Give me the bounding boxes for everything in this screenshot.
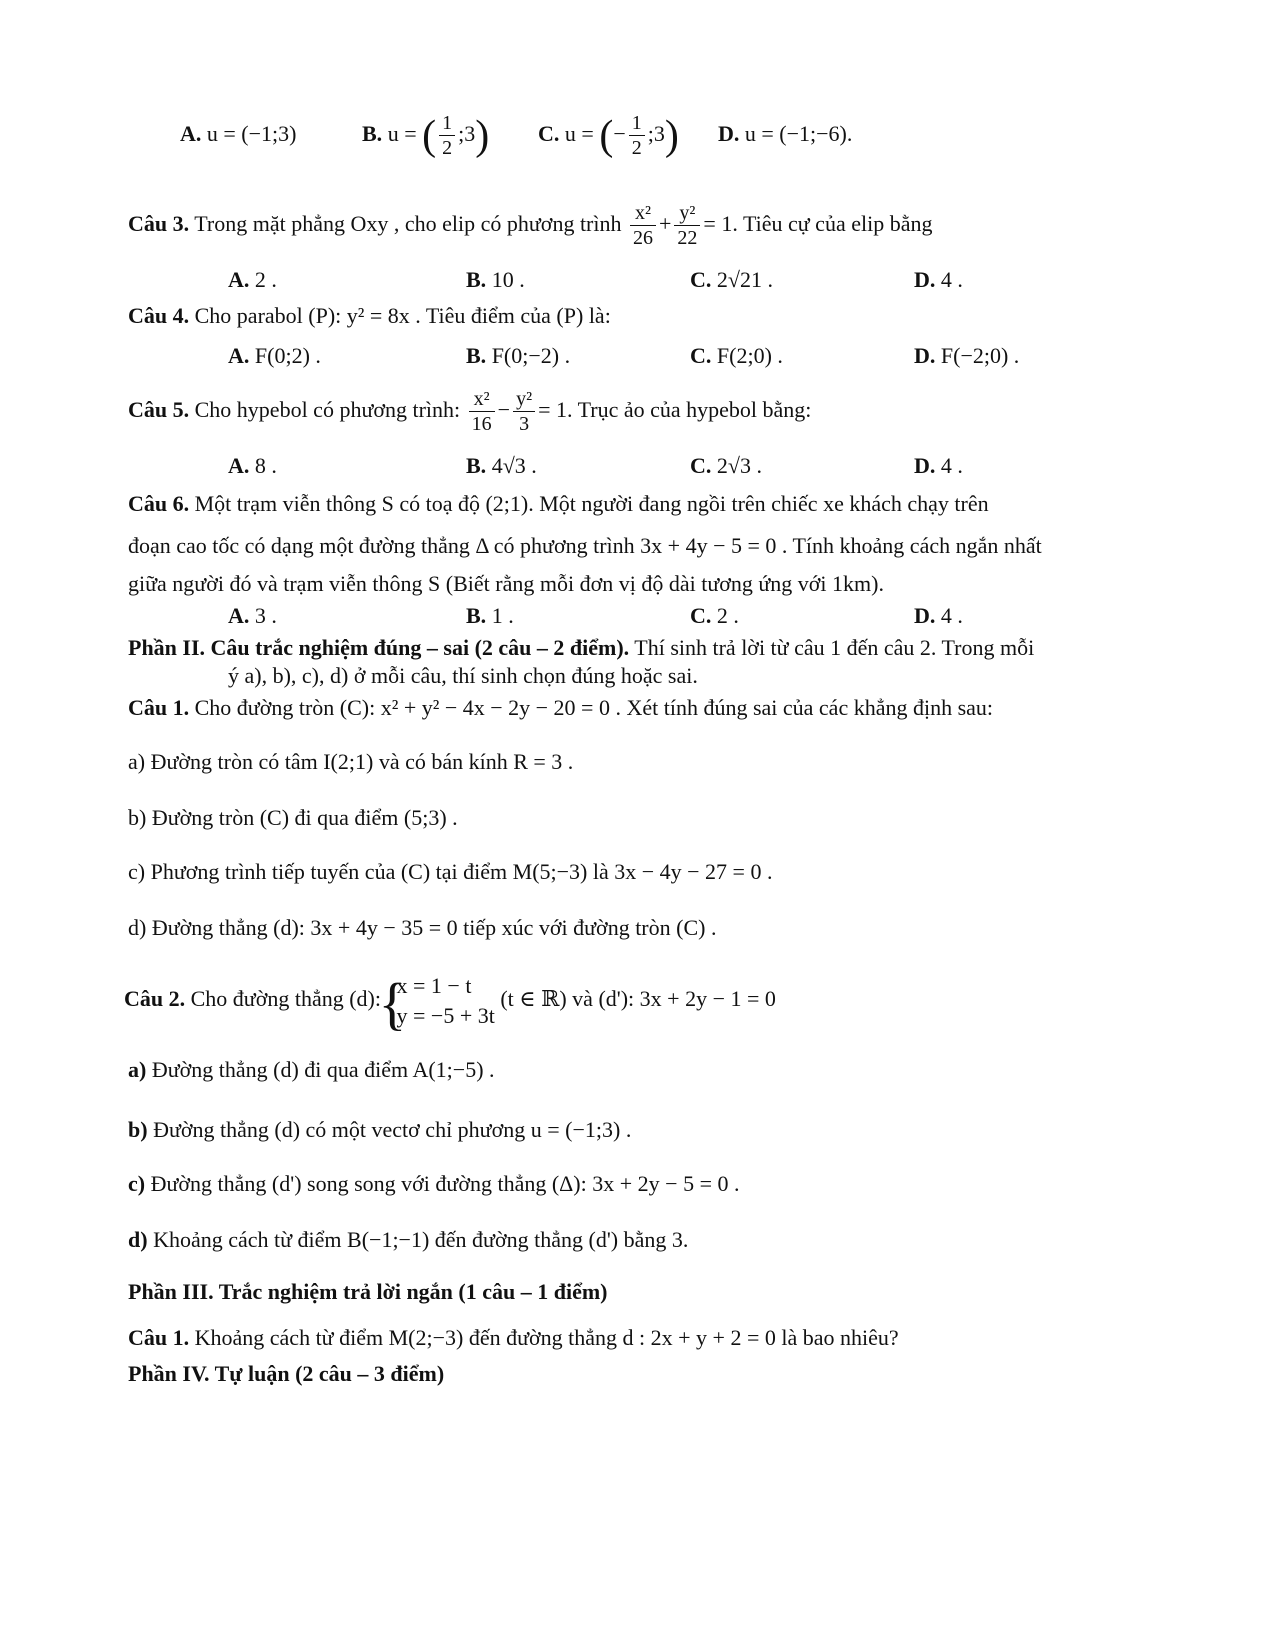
q6-line-3 — [128, 570, 884, 598]
part4-heading — [128, 1360, 444, 1388]
section-heading: Phần II. Câu trắc nghiệm đúng – sai (2 câu – 2 điểm). — [128, 635, 630, 660]
question-text-post: (t ∈ ℝ) và (d'): 3x + 2y − 1 = 0 — [500, 986, 776, 1011]
q6-line-2 — [128, 532, 1042, 560]
question-text: đoạn cao tốc có dạng một đường thẳng Δ có phương trình 3x + 4y − 5 = 0 . Tính khoảng cách ngắn nhất — [128, 533, 1042, 558]
question-label: Câu 1. — [128, 695, 190, 720]
question-label: Câu 6. — [128, 491, 190, 516]
q3-option-b: B. 10 . — [466, 267, 525, 292]
q5-option-d: D. 4 . — [914, 453, 963, 478]
q3-option-c: C. 2√21 . — [690, 267, 773, 292]
fraction: $\frac{\text{x²}}{16}$ — [469, 389, 495, 434]
section-heading: Phần IV. Tự luận (2 câu – 3 điểm) — [128, 1361, 445, 1386]
part3-heading — [128, 1278, 608, 1306]
q4-option-a: A. F(0;2) . — [228, 343, 321, 368]
question-label: Câu 4. — [128, 303, 190, 328]
question-text-post: . Trục ảo của hypebol bằng: — [567, 397, 812, 422]
plus-sign: + — [659, 211, 672, 236]
fraction: $\frac{1}{2}$ — [439, 113, 455, 158]
fraction: $\frac{\text{y²}}{3}$ — [513, 389, 535, 434]
q6-option-d: D. 4 . — [914, 603, 963, 628]
question-label: Câu 1. — [128, 1325, 190, 1350]
equals: = 1 — [703, 211, 733, 236]
part2-q1-statement-a: a) Đường tròn có tâm I(2;1) và có bán kính R = 3 . — [128, 749, 574, 774]
part2-heading — [128, 634, 1034, 662]
paren-left: ( — [422, 112, 437, 159]
question-text: Cho đường tròn (C): x² + y² − 4x − 2y − 20 = 0 . Xét tính đúng sai của các khẳng định sau: — [194, 695, 994, 720]
question-label: Câu 3. — [128, 211, 190, 236]
q5-option-c: C. 2√3 . — [690, 453, 762, 478]
q4-option-c: C. F(2;0) . — [690, 343, 783, 368]
part3-q1-question — [128, 1324, 899, 1352]
q2-option-a — [180, 120, 296, 148]
minus-sign: − — [497, 397, 511, 422]
q3-option-a: A. 2 . — [228, 267, 277, 292]
option-label: C. — [538, 121, 560, 146]
question-text: Khoảng cách từ điểm M(2;−3) đến đường thẳng d : 2x + y + 2 = 0 là bao nhiêu? — [194, 1325, 899, 1350]
part2-q2-statement-a: a) Đường thẳng (d) đi qua điểm A(1;−5) . — [128, 1057, 495, 1082]
fraction: $\frac{\text{x²}}{26}$ — [630, 203, 656, 248]
option-label: D. — [718, 121, 740, 146]
q6-option-a: A. 3 . — [228, 603, 277, 628]
q6-option-c: C. 2 . — [690, 603, 739, 628]
part2-instructions-line-2 — [228, 662, 698, 690]
paren-right: ) — [475, 112, 490, 159]
fraction: $\frac{1}{2}$ — [629, 113, 645, 158]
paren-right: ) — [664, 112, 679, 159]
q6-option-b: B. 1 . — [466, 603, 514, 628]
q4-option-d: D. F(−2;0) . — [914, 343, 1020, 368]
option-label: A. — [180, 121, 202, 146]
option-text-post: ;3 — [458, 121, 476, 146]
q6-line-1 — [128, 490, 989, 518]
equals: = 1 — [538, 397, 568, 422]
question-text: Cho parabol (P): y² = 8x . Tiêu điểm của (P) là: — [194, 303, 611, 328]
question-text: Trong mặt phẳng Oxy , cho elip có phương trình — [194, 211, 622, 236]
option-label: B. — [362, 121, 383, 146]
q5-option-b: B. 4√3 . — [466, 453, 537, 478]
q3-option-d: D. 4 . — [914, 267, 963, 292]
question-text: Một trạm viễn thông S có toạ độ (2;1). Một người đang ngồi trên chiếc xe khách chạy trên — [194, 491, 989, 516]
question-text-post: . Tiêu cự của elip bằng — [732, 211, 933, 236]
part2-q2-statement-b: b) Đường thẳng (d) có một vectơ chỉ phương u = (−1;3) . — [128, 1117, 632, 1142]
paren-left: ( — [599, 112, 614, 159]
q5-option-a: A. 8 . — [228, 453, 277, 478]
option-text: u = (−1;3) — [206, 121, 297, 146]
q5-question — [128, 382, 811, 438]
q2-option-d — [718, 120, 852, 148]
part2-q1-question — [128, 694, 993, 722]
question-text: Cho đường thẳng (d): — [190, 986, 381, 1011]
q4-option-b: B. F(0;−2) . — [466, 343, 571, 368]
part2-q2-statement-c: c) Đường thẳng (d') song song với đường thẳng (Δ): 3x + 2y − 5 = 0 . — [128, 1171, 740, 1196]
equation-system: { x = 1 − t y = −5 + 3t — [387, 971, 495, 1031]
part2-q2-statement-d: d) Khoảng cách từ điểm B(−1;−1) đến đường thẳng (d') bằng 3. — [128, 1227, 689, 1252]
question-label: Câu 5. — [128, 397, 190, 422]
q4-question — [128, 302, 611, 330]
q2-option-c — [538, 108, 679, 160]
fraction: $\frac{\text{y²}}{22}$ — [674, 203, 700, 248]
q2-option-b — [362, 108, 489, 160]
option-text: u = (−1;−6). — [744, 121, 853, 146]
part2-q1-statement-b: b) Đường tròn (C) đi qua điểm (5;3) . — [128, 805, 458, 830]
question-text: giữa người đó và trạm viễn thông S (Biết rằng mỗi đơn vị độ dài tương ứng với 1km). — [128, 571, 884, 596]
part2-q2-question — [124, 966, 776, 1032]
option-text: u = — [387, 121, 417, 146]
q3-question — [128, 196, 932, 252]
question-text: Cho hypebol có phương trình: — [194, 397, 461, 422]
section-instructions: ý a), b), c), d) ở mỗi câu, thí sinh chọn đúng hoặc sai. — [228, 663, 698, 688]
option-text-post: ;3 — [647, 121, 665, 146]
option-text: u = — [564, 121, 594, 146]
section-heading: Phần III. Trắc nghiệm trả lời ngắn (1 câu – 1 điểm) — [128, 1279, 608, 1304]
section-instructions: Thí sinh trả lời từ câu 1 đến câu 2. Trong mỗi — [634, 635, 1035, 660]
question-label: Câu 2. — [124, 986, 186, 1011]
part2-q1-statement-c: c) Phương trình tiếp tuyến của (C) tại điểm M(5;−3) là 3x − 4y − 27 = 0 . — [128, 859, 773, 884]
part2-q1-statement-d: d) Đường thẳng (d): 3x + 4y − 35 = 0 tiếp xúc với đường tròn (C) . — [128, 915, 717, 940]
minus-sign: − — [613, 121, 626, 146]
